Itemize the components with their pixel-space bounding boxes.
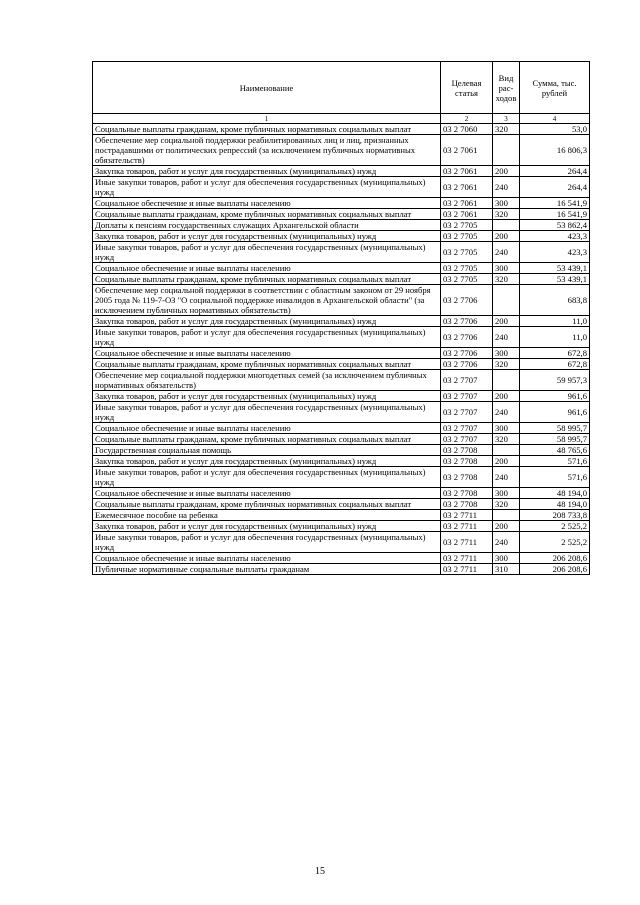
- row-type: 240: [493, 327, 520, 348]
- row-sum: 961,6: [520, 391, 590, 402]
- row-type: [493, 370, 520, 391]
- table-row: [93, 370, 590, 391]
- table-row: [93, 532, 590, 553]
- row-sum: 11,0: [520, 327, 590, 348]
- row-sum: 16 541,9: [520, 209, 590, 220]
- column-number: 1: [93, 114, 441, 124]
- row-name: Иные закупки товаров, работ и услуг для обеспечения государственных (муниципальных) нужд: [93, 402, 441, 423]
- row-code: 03 2 7708: [441, 467, 493, 488]
- row-name: Обеспечение мер социальной поддержки в соответствии с областным законом от 29 ноября 2005 года № 119-7-ОЗ "О социальной поддержке инвалидов в Архангельской области" (за исключением публичных нормативных обязательств): [93, 285, 441, 316]
- row-name: Социальное обеспечение и иные выплаты населению: [93, 553, 441, 564]
- row-type: 300: [493, 198, 520, 209]
- table-row: [93, 423, 590, 434]
- row-sum: 58 995,7: [520, 423, 590, 434]
- table-row: [93, 467, 590, 488]
- row-type: [493, 510, 520, 521]
- row-sum: 961,6: [520, 402, 590, 423]
- table-row: [93, 220, 590, 231]
- table-row: [93, 242, 590, 263]
- row-name: Социальное обеспечение и иные выплаты населению: [93, 263, 441, 274]
- column-number: 2: [441, 114, 493, 124]
- table-row: [93, 274, 590, 285]
- row-type: 240: [493, 402, 520, 423]
- table-row: [93, 285, 590, 316]
- row-name: Закупка товаров, работ и услуг для государственных (муниципальных) нужд: [93, 231, 441, 242]
- row-type: 300: [493, 553, 520, 564]
- row-type: 310: [493, 564, 520, 575]
- row-name: Иные закупки товаров, работ и услуг для обеспечения государственных (муниципальных) нужд: [93, 532, 441, 553]
- row-code: 03 2 7061: [441, 135, 493, 166]
- row-sum: 58 995,7: [520, 434, 590, 445]
- row-type: 320: [493, 434, 520, 445]
- row-name: Социальные выплаты гражданам, кроме публичных нормативных социальных выплат: [93, 209, 441, 220]
- table-row: [93, 209, 590, 220]
- row-name: Социальные выплаты гражданам, кроме публичных нормативных социальных выплат: [93, 434, 441, 445]
- row-sum: 571,6: [520, 467, 590, 488]
- row-type: 300: [493, 263, 520, 274]
- table-row: [93, 499, 590, 510]
- table-row: [93, 445, 590, 456]
- row-name: Закупка товаров, работ и услуг для государственных (муниципальных) нужд: [93, 166, 441, 177]
- row-type: [493, 135, 520, 166]
- column-number: 4: [520, 114, 590, 124]
- row-name: Иные закупки товаров, работ и услуг для обеспечения государственных (муниципальных) нужд: [93, 327, 441, 348]
- row-type: 300: [493, 488, 520, 499]
- row-type: 320: [493, 359, 520, 370]
- row-sum: 16 806,3: [520, 135, 590, 166]
- row-type: 300: [493, 423, 520, 434]
- row-sum: 48 194,0: [520, 499, 590, 510]
- row-name: Государственная социальная помощь: [93, 445, 441, 456]
- page-number: 15: [315, 866, 325, 877]
- table-row: [93, 177, 590, 198]
- row-sum: 423,3: [520, 242, 590, 263]
- row-type: 240: [493, 242, 520, 263]
- table-row: [93, 488, 590, 499]
- row-sum: 206 208,6: [520, 564, 590, 575]
- row-code: 03 2 7707: [441, 423, 493, 434]
- row-code: 03 2 7711: [441, 532, 493, 553]
- row-sum: 571,6: [520, 456, 590, 467]
- row-code: 03 2 7707: [441, 402, 493, 423]
- column-number: 3: [493, 114, 520, 124]
- table-row: [93, 521, 590, 532]
- row-sum: 672,8: [520, 348, 590, 359]
- row-sum: 264,4: [520, 177, 590, 198]
- row-sum: 264,4: [520, 166, 590, 177]
- row-sum: 206 208,6: [520, 553, 590, 564]
- row-name: Ежемесячное пособие на ребенка: [93, 510, 441, 521]
- row-type: 200: [493, 521, 520, 532]
- table-row: [93, 456, 590, 467]
- row-name: Иные закупки товаров, работ и услуг для обеспечения государственных (муниципальных) нужд: [93, 467, 441, 488]
- header-type: Вид рас-ходов: [493, 62, 520, 114]
- row-sum: 59 957,3: [520, 370, 590, 391]
- row-type: 320: [493, 274, 520, 285]
- row-code: 03 2 7708: [441, 445, 493, 456]
- table-row: [93, 198, 590, 209]
- row-code: 03 2 7061: [441, 209, 493, 220]
- row-type: 200: [493, 231, 520, 242]
- row-code: 03 2 7705: [441, 274, 493, 285]
- row-code: 03 2 7707: [441, 434, 493, 445]
- row-name: Закупка товаров, работ и услуг для государственных (муниципальных) нужд: [93, 391, 441, 402]
- row-sum: 48 194,0: [520, 488, 590, 499]
- table-row: [93, 553, 590, 564]
- header-name: Наименование: [93, 62, 441, 114]
- budget-table: [92, 61, 590, 575]
- table-row: [93, 263, 590, 274]
- row-code: 03 2 7061: [441, 166, 493, 177]
- row-sum: 16 541,9: [520, 198, 590, 209]
- table-row: [93, 359, 590, 370]
- table-row: [93, 166, 590, 177]
- row-code: 03 2 7711: [441, 521, 493, 532]
- row-name: Социальное обеспечение и иные выплаты населению: [93, 423, 441, 434]
- header-code: Целевая статья: [441, 62, 493, 114]
- table-row: [93, 402, 590, 423]
- table-row: [93, 434, 590, 445]
- row-name: Доплаты к пенсиям государственных служащих Архангельской области: [93, 220, 441, 231]
- row-code: 03 2 7707: [441, 391, 493, 402]
- row-name: Обеспечение мер социальной поддержки реабилитированных лиц и лиц, признанных пострадавшими от политических репрессий (за исключением публичных нормативных обязательств): [93, 135, 441, 166]
- row-code: 03 2 7705: [441, 263, 493, 274]
- header-sum: Сумма, тыс. рублей: [520, 62, 590, 114]
- row-code: 03 2 7706: [441, 359, 493, 370]
- row-type: 240: [493, 177, 520, 198]
- row-code: 03 2 7060: [441, 124, 493, 135]
- table-row: [93, 348, 590, 359]
- row-code: 03 2 7711: [441, 564, 493, 575]
- column-number-row: [93, 114, 590, 124]
- row-type: 200: [493, 456, 520, 467]
- row-name: Социальные выплаты гражданам, кроме публичных нормативных социальных выплат: [93, 124, 441, 135]
- row-type: [493, 285, 520, 316]
- row-sum: 672,8: [520, 359, 590, 370]
- row-name: Социальное обеспечение и иные выплаты населению: [93, 198, 441, 209]
- table-header-row: [93, 62, 590, 114]
- table-body: [93, 124, 590, 575]
- row-type: 200: [493, 166, 520, 177]
- row-code: 03 2 7708: [441, 499, 493, 510]
- row-name: Социальные выплаты гражданам, кроме публичных нормативных социальных выплат: [93, 359, 441, 370]
- row-sum: 208 733,8: [520, 510, 590, 521]
- row-type: 200: [493, 391, 520, 402]
- row-name: Закупка товаров, работ и услуг для государственных (муниципальных) нужд: [93, 521, 441, 532]
- row-code: 03 2 7705: [441, 220, 493, 231]
- row-name: Социальные выплаты гражданам, кроме публичных нормативных социальных выплат: [93, 274, 441, 285]
- row-code: 03 2 7705: [441, 231, 493, 242]
- table-row: [93, 391, 590, 402]
- row-code: 03 2 7705: [441, 242, 493, 263]
- row-type: 320: [493, 124, 520, 135]
- row-sum: 11,0: [520, 316, 590, 327]
- table-row: [93, 510, 590, 521]
- row-sum: 423,3: [520, 231, 590, 242]
- row-type: 300: [493, 348, 520, 359]
- row-type: 240: [493, 532, 520, 553]
- row-type: 240: [493, 467, 520, 488]
- row-code: 03 2 7708: [441, 488, 493, 499]
- row-type: 320: [493, 209, 520, 220]
- table-row: [93, 327, 590, 348]
- row-type: [493, 220, 520, 231]
- row-name: Обеспечение мер социальной поддержки многодетных семей (за исключением публичных нормативных обязательств): [93, 370, 441, 391]
- row-code: 03 2 7711: [441, 510, 493, 521]
- row-sum: 683,8: [520, 285, 590, 316]
- row-code: 03 2 7707: [441, 370, 493, 391]
- row-type: 320: [493, 499, 520, 510]
- table-row: [93, 135, 590, 166]
- row-code: 03 2 7061: [441, 177, 493, 198]
- row-code: 03 2 7061: [441, 198, 493, 209]
- table-row: [93, 231, 590, 242]
- row-sum: 48 765,6: [520, 445, 590, 456]
- row-sum: 53,0: [520, 124, 590, 135]
- row-name: Публичные нормативные социальные выплаты гражданам: [93, 564, 441, 575]
- row-sum: 53 862,4: [520, 220, 590, 231]
- row-name: Социальное обеспечение и иные выплаты населению: [93, 348, 441, 359]
- table-row: [93, 124, 590, 135]
- row-sum: 53 439,1: [520, 263, 590, 274]
- row-name: Социальное обеспечение и иные выплаты населению: [93, 488, 441, 499]
- row-name: Социальные выплаты гражданам, кроме публичных нормативных социальных выплат: [93, 499, 441, 510]
- row-name: Иные закупки товаров, работ и услуг для обеспечения государственных (муниципальных) нужд: [93, 177, 441, 198]
- table-row: [93, 316, 590, 327]
- row-code: 03 2 7708: [441, 456, 493, 467]
- row-code: 03 2 7706: [441, 327, 493, 348]
- row-sum: 2 525,2: [520, 532, 590, 553]
- table-row: [93, 564, 590, 575]
- row-name: Закупка товаров, работ и услуг для государственных (муниципальных) нужд: [93, 456, 441, 467]
- row-code: 03 2 7706: [441, 316, 493, 327]
- row-sum: 2 525,2: [520, 521, 590, 532]
- row-name: Закупка товаров, работ и услуг для государственных (муниципальных) нужд: [93, 316, 441, 327]
- row-code: 03 2 7706: [441, 348, 493, 359]
- row-code: 03 2 7711: [441, 553, 493, 564]
- row-code: 03 2 7706: [441, 285, 493, 316]
- row-type: 200: [493, 316, 520, 327]
- row-sum: 53 439,1: [520, 274, 590, 285]
- row-type: [493, 445, 520, 456]
- row-name: Иные закупки товаров, работ и услуг для обеспечения государственных (муниципальных) нужд: [93, 242, 441, 263]
